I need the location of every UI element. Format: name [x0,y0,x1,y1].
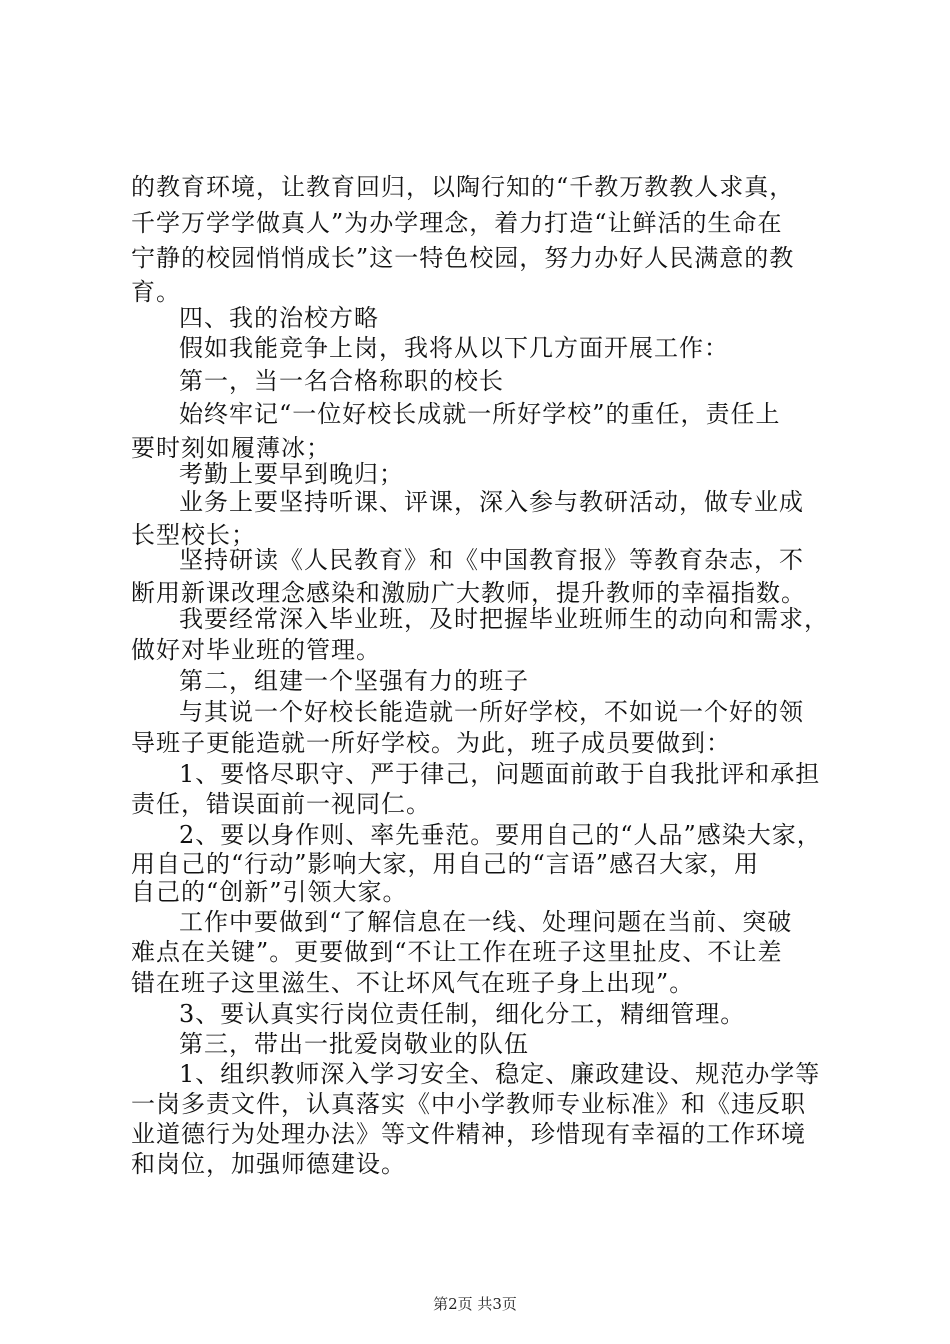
text-line: 错在班子这里滋生、不让坏风气在班子身上出现”。 [131,969,695,997]
text-line: 考勤上要早到晚归； [179,460,404,488]
text-line: 宁静的校园悄悄成长”这一特色校园，努力办好人民满意的教 [131,244,795,272]
text-line: 要时刻如履薄冰； [131,434,331,462]
text-line: 用自己的“行动”影响大家，用自己的“言语”感召大家，用 [131,850,760,878]
text-line: 2、要以身作则、率先垂范。要用自己的“人品”感染大家， [179,821,822,849]
text-line: 千学万学学做真人”为办学理念，着力打造“让鲜活的生命在 [131,209,783,237]
text-line: 自己的“创新”引领大家。 [131,878,408,906]
text-line: 难点在关键”。更要做到“不让工作在班子这里扯皮、不让差 [131,938,783,966]
text-line: 与其说一个好校长能造就一所好学校，不如说一个好的领 [179,698,804,726]
text-line: 我要经常深入毕业班，及时把握毕业班师生的动向和需求， [179,605,829,633]
text-line: 3、要认真实行岗位责任制，细化分工，精细管理。 [179,1000,746,1028]
text-line: 坚持研读《人民教育》和《中国教育报》等教育杂志，不 [179,546,804,574]
text-line: 1、组织教师深入学习安全、稳定、廉政建设、规范办学等 [179,1060,821,1088]
text-line: 责任，错误面前一视同仁。 [131,790,431,818]
text-line: 育。 [131,278,181,306]
text-line: 假如我能竞争上岗，我将从以下几方面开展工作： [179,334,729,362]
text-line: 工作中要做到“了解信息在一线、处理问题在当前、突破 [179,908,793,936]
text-line: 长型校长； [131,521,256,549]
text-line: 断用新课改理念感染和激励广大教师，提升教师的幸福指数。 [131,579,806,607]
text-line: 的教育环境，让教育回归，以陶行知的“千教万教教人求真， [131,173,795,201]
subsection-heading: 第三，带出一批爱岗敬业的队伍 [179,1030,529,1058]
text-line: 始终牢记“一位好校长成就一所好学校”的重任，责任上 [179,400,781,428]
text-line: 业道德行为处理办法》等文件精神，珍惜现有幸福的工作环境 [131,1120,806,1148]
subsection-heading: 第一，当一名合格称职的校长 [179,367,504,395]
subsection-heading: 第二，组建一个坚强有力的班子 [179,667,529,695]
text-line: 导班子更能造就一所好学校。为此，班子成员要做到： [131,729,731,757]
text-line: 业务上要坚持听课、评课，深入参与教研活动，做专业成 [179,488,804,516]
text-line: 一岗多责文件，认真落实《中小学教师专业标准》和《违反职 [131,1090,806,1118]
text-line: 1、要恪尽职守、严于律己，问题面前敢于自我批评和承担 [179,760,821,788]
section-heading: 四、我的治校方略 [179,304,379,332]
page-number-footer: 第2页 共3页 [433,1295,517,1313]
text-line: 和岗位，加强师德建设。 [131,1150,406,1178]
text-line: 做好对毕业班的管理。 [131,636,381,664]
